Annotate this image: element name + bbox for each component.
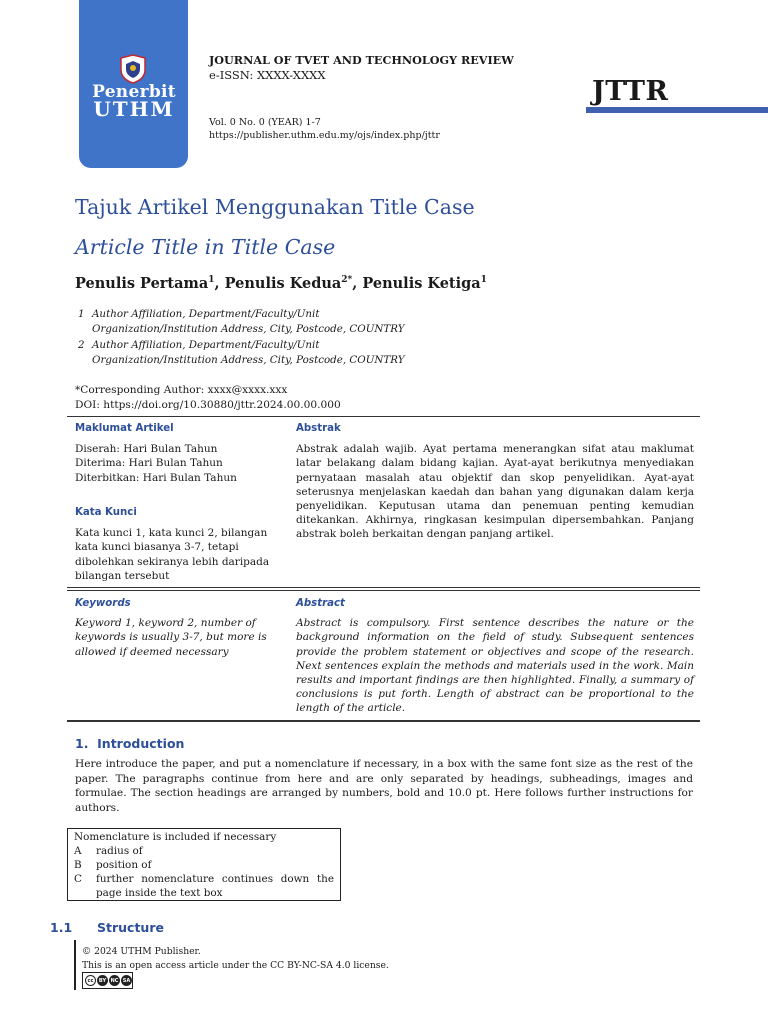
journal-url[interactable]: https://publisher.uthm.edu.my/ojs/index.php/jttr: [209, 130, 440, 141]
acronym-underline-bar: [586, 107, 768, 113]
author-list: [75, 275, 487, 292]
cc-icon: cc: [85, 975, 96, 986]
divider-top: [67, 416, 700, 417]
abstract-ms: [296, 422, 694, 542]
author-affil-mark: 1: [208, 275, 215, 286]
footer-license: [82, 945, 389, 972]
affiliation-line: Organization/Institution Address, City, Postcode, COUNTRY: [92, 322, 405, 335]
journal-meta: [209, 116, 440, 142]
affiliation-1: [78, 307, 405, 336]
abstract-en: [296, 597, 694, 716]
article-title-english: Article Title in Title Case: [75, 235, 336, 259]
affiliation-2: [78, 338, 405, 367]
nomenclature-definition: radius of: [96, 845, 143, 857]
author-separator: ,: [214, 275, 225, 292]
nomenclature-box: [67, 828, 341, 901]
article-info-ms: [75, 422, 285, 485]
abstract-en-text: Abstract is compulsory. First sentence describes the nature or the background information on the field of study. Subsequent sentences provide the problem statement or objectives and scope of the research. Next sentences explain the methods and materials used in the work. Main results and important findings are then highlighted. Finally, a summary of conclusions is put forth. Length of abstract can be proportional to the length of the article.: [296, 617, 694, 715]
journal-acronym: JTTR: [592, 76, 669, 107]
article-info-heading: Maklumat Artikel: [75, 423, 174, 434]
cc-license-badge[interactable]: [82, 972, 133, 989]
nomenclature-row: [74, 872, 334, 900]
publisher-logo-tab: [79, 0, 188, 168]
article-title-malay: Tajuk Artikel Menggunakan Title Case: [75, 195, 475, 219]
keywords-ms-heading: Kata Kunci: [75, 507, 137, 518]
abstract-ms-text: Abstrak adalah wajib. Ayat pertama menerangkan sifat atau maklumat latar belakang dalam bidang kajian. Ayat-ayat berikutnya menyediakan pernyataan masalah atau objektif dan skop penyelidikan. Ayat-ayat seterusnya menjelaskan kaedah dan bahan yang digunakan dalam kerja penyelidikan. Keputusan utama dan penemuan penting kemudian ditekankan. Akhirnya, ringkasan kesimpulan dipersembahkan. Panjang abstrak boleh berkaitan dengan panjang artikel.: [296, 443, 694, 541]
keywords-ms: [75, 506, 285, 583]
section-heading-introduction: 1. Introduction: [75, 736, 185, 751]
affiliation-line: Author Affiliation, Department/Faculty/Unit: [92, 308, 320, 320]
affiliation-number: 1: [78, 308, 85, 320]
journal-eissn: e-ISSN: XXXX-XXXX: [209, 68, 326, 82]
corresponding-author: *Corresponding Author: xxxx@xxxx.xxx: [75, 384, 288, 396]
nomenclature-row: [74, 858, 334, 872]
nomenclature-symbol: B: [74, 859, 82, 871]
date-received: Diserah: Hari Bulan Tahun: [75, 443, 218, 456]
subsection-number: 1.1: [50, 920, 73, 935]
cc-by-icon: BY: [97, 975, 108, 986]
nomenclature-symbol: C: [74, 873, 82, 885]
correspondence-block: [75, 383, 341, 412]
date-accepted: Diterima: Hari Bulan Tahun: [75, 457, 223, 470]
journal-volume: Vol. 0 No. 0 (YEAR) 1-7: [209, 117, 321, 128]
crest-icon: [119, 54, 147, 84]
author-separator: ,: [352, 275, 363, 292]
affiliation-line: Organization/Institution Address, City, Postcode, COUNTRY: [92, 353, 405, 366]
affiliation-line: Author Affiliation, Department/Faculty/Unit: [92, 339, 320, 351]
nomenclature-row: [74, 844, 334, 858]
journal-name: JOURNAL OF TVET AND TECHNOLOGY REVIEW: [209, 53, 514, 67]
author-affil-mark: 1: [480, 275, 487, 286]
cc-nc-icon: NC: [109, 975, 120, 986]
nomenclature-definition: position of: [96, 859, 152, 871]
keywords-ms-text: Kata kunci 1, kata kunci 2, bilangan kata kunci biasanya 3-7, tetapi dibolehkan sekiranya lebih daripada bilangan tersebut: [75, 527, 270, 582]
logo-text-uthm: UTHM: [93, 97, 175, 121]
cc-sa-icon: SA: [121, 975, 132, 986]
author-name: Penulis Ketiga: [362, 275, 481, 292]
divider-bottom: [67, 720, 700, 722]
logo-text-penerbit: Penerbit: [92, 82, 176, 102]
nomenclature-title: Nomenclature is included if necessary: [74, 831, 277, 843]
divider-double: [67, 587, 700, 591]
nomenclature-definition: further nomenclature continues down the page inside the text box: [96, 873, 334, 899]
introduction-paragraph: Here introduce the paper, and put a nomenclature if necessary, in a box with the same font size as the rest of the paper. The paragraphs continue from here and are only separated by headings, subheadings, images and formulae. The section headings are arranged by numbers, bold and 10.0 pt. Here follows further instructions for authors.: [75, 758, 693, 814]
author-affil-mark: 2*: [341, 275, 353, 286]
journal-header: [209, 53, 514, 83]
keywords-en-text: Keyword 1, keyword 2, number of keywords is usually 3-7, but more is allowed if deemed necessary: [75, 617, 267, 658]
footer-left-bar: [74, 940, 76, 990]
doi-link[interactable]: DOI: https://doi.org/10.30880/jttr.2024.00.00.000: [75, 398, 341, 411]
subsection-title: Structure: [97, 920, 164, 935]
author-name: Penulis Kedua: [224, 275, 342, 292]
affiliation-number: 2: [78, 339, 85, 351]
abstract-ms-heading: Abstrak: [296, 423, 341, 434]
footer-copyright: © 2024 UTHM Publisher.: [82, 946, 201, 957]
author-name: Penulis Pertama: [75, 275, 209, 292]
footer-license-text: This is an open access article under the CC BY-NC-SA 4.0 license.: [82, 959, 389, 971]
keywords-en: [75, 597, 285, 659]
nomenclature-symbol: A: [74, 845, 82, 857]
subsection-heading: [50, 920, 164, 935]
keywords-en-heading: Keywords: [75, 598, 131, 609]
date-published: Diterbitkan: Hari Bulan Tahun: [75, 471, 237, 484]
abstract-en-heading: Abstract: [296, 598, 345, 609]
